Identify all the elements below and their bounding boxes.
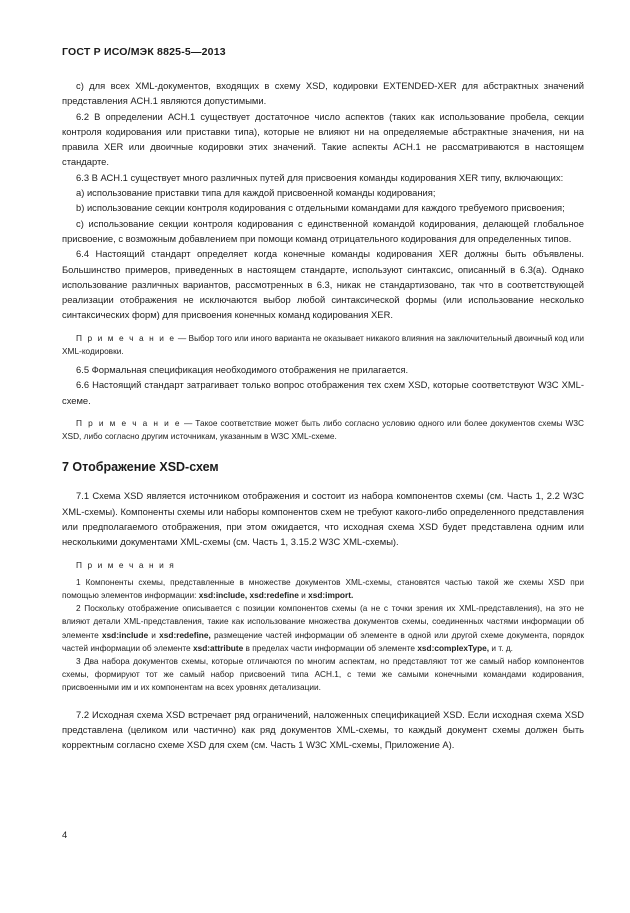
paragraph-6-5: 6.5 Формальная спецификация необходимого отображения не прилагается. — [76, 364, 409, 376]
code-xsd-include: xsd:include — [198, 590, 245, 601]
paragraph-6-3-a: a) использование приставки типа для каждой присвоенной команды кодирования; — [76, 187, 436, 199]
note-7-1-text: 1 Компоненты схемы, представленные в множестве документов XML-схемы, становятся частью такой же схемы XSD при помощью элементов информации: — [62, 576, 584, 601]
note-2 — [62, 417, 584, 443]
paragraph-c: с) для всех XML-документов, входящих в схему XSD, кодировки EXTENDED-XER для абстрактных значений представления АСН.1 являются допустимыми. — [62, 80, 584, 107]
code-xsd-include-2: xsd:include — [101, 629, 149, 640]
note-2-text: — Такое соответствие может быть либо согласно условию одного или более документов схемы W3C XSD, либо согласно другим источникам, указанным в W3C XML-схеме. — [62, 418, 584, 442]
section-7-title: 7 Отображение XSD-схем — [62, 460, 219, 475]
note-7-3: 3 Два набора документов схемы, которые отличаются по многим аспектам, но представляют тот же самый набор компонентов схемы, формируют тот же самый набор присвоений типа АСН.1, с теми же самыми конечными командами кодирования, присвоенными им и их компонентам на всех уровнях детализации. — [62, 656, 584, 693]
document-body — [62, 78, 584, 753]
note-7-2-text-c: размещение частей информации об элементе в одной или другой схеме документа, порядок частей информации об элементе — [62, 629, 584, 653]
paragraph-6-2: 6.2 В определении АСН.1 существует достаточное число аспектов (таких как использование пробела, секции контроля кодирования или приставки типа), которые не влияют ни на определяемые абстрактные значения, ни на правила XER или двоичные кодировки этих значений. Такие аспекты АСН.1 не рассматриваются в настоящем стандарте. — [62, 110, 584, 168]
code-xsd-import: xsd:import. — [308, 590, 354, 601]
paragraph-7-2: 7.2 Исходная схема XSD встречает ряд ограничений, наложенных спецификацией XSD. Если исходная схема XSD представлена (целиком или частично) как ряд документов XML-схемы, то каждый документ схемы должен быть корректным согласно схеме XSD для схем (см. Часть 1 W3C XML-схемы, Приложение А). — [62, 708, 584, 751]
code-xsd-redefine-2: xsd:redefine, — [159, 629, 211, 640]
paragraph-6-3-b: b) использование секции контроля кодирования с отдельными командами для каждого требуемого присвоения; — [76, 202, 565, 214]
note-7-1 — [62, 576, 584, 602]
paragraph-6-6: 6.6 Настоящий стандарт затрагивает только вопрос отображения тех схем XSD, которые соответствуют W3C XML-схеме. — [62, 379, 584, 406]
note-1-text: — Выбор того или иного варианта не оказывает никакого влияния на заключительный двоичный код или XML-кодировки. — [62, 332, 584, 356]
paragraph-6-4: 6.4 Настоящий стандарт определяет когда конечные команды кодирования XER должны быть объявлены. Большинство примеров, приведенных в настоящем стандарте, используют синтаксис, описанный в 6.3(a). Однако использование различных вариантов, рассмотренных в 6.3, никак не стандартизовано, так что в соответствующей реализации отображения не исключаются выбор любой синтаксической формы (или использование несколько синтаксических форм) для присвоения конечных команд кодирования XER. — [62, 248, 584, 321]
paragraph-6-3-c: c) использование секции контроля кодирования с единственной командой кодирования, делающей глобальное присвоение, с возможным добавлением при помощи команд отрицательного кодирования для определенных типов. — [62, 217, 584, 244]
note-7-2 — [62, 602, 584, 655]
page-number: 4 — [62, 829, 68, 840]
note-7-1-sep: , — [244, 590, 250, 601]
code-xsd-attribute: xsd:attribute — [192, 642, 244, 653]
code-xsd-complextype: xsd:complexType, — [417, 642, 490, 653]
paragraph-7-1: 7.1 Схема XSD является источником отображения и состоит из набора компонентов схемы (см. Часть 1, 2.2 W3C XML-схемы). Компоненты схемы или наборы компонентов схем не требуют какого-либо определенного представления или предполагаемого отображения, при этом ожидается, что исходная схема XSD будет представлена одним или несколькими документами XML-схемы (см. Часть 1, 3.15.2 W3C XML-схемы). — [62, 490, 584, 548]
code-xsd-redefine: xsd:redefine — [249, 590, 299, 601]
paragraph-6-3: 6.3 В АСН.1 существует много различных путей для присвоения команды кодирования XER типу, включающих: — [76, 171, 564, 183]
note-2-label: П р и м е ч а н и е — [76, 418, 182, 429]
note-7-1-and: и — [298, 590, 309, 601]
note-7-2-and: и — [148, 629, 160, 640]
note-7-2-text-g: и т. д. — [489, 642, 513, 653]
note-1-label: П р и м е ч а н и е — [76, 332, 176, 343]
notes-label-text: П р и м е ч а н и я — [76, 559, 176, 570]
notes-label — [62, 559, 584, 572]
note-7-2-text-a: 2 Поскольку отображение описывается с позиции компонентов схемы (а не с точки зрения их XML-представления), на это не влияют детали XML-представления, такие как использование множества документов схемы, соединенных частями информации об элементе — [62, 603, 584, 640]
note-1 — [62, 332, 584, 358]
document-header: ГОСТ Р ИСО/МЭК 8825-5—2013 — [62, 46, 226, 58]
note-7-2-text-e: в пределах части информации об элементе — [243, 642, 418, 653]
